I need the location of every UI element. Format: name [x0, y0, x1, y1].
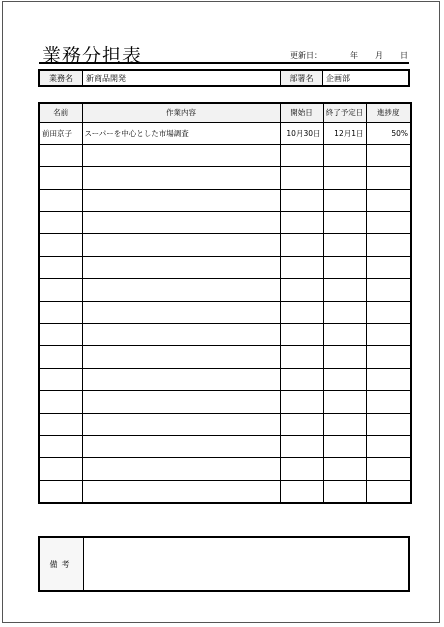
updated-month-unit: 月 — [375, 51, 383, 60]
cell-task[interactable] — [82, 480, 280, 502]
cell-start-date[interactable]: 10月30日 — [280, 122, 323, 144]
cell-name[interactable] — [39, 435, 82, 457]
cell-start-date[interactable] — [280, 368, 323, 390]
table-row — [39, 212, 411, 234]
cell-start-date[interactable] — [280, 435, 323, 457]
table-row — [39, 301, 411, 323]
task-name-label: 業務名 — [40, 71, 82, 85]
cell-name[interactable] — [39, 189, 82, 211]
cell-progress[interactable] — [366, 368, 411, 390]
cell-end-date[interactable] — [323, 189, 366, 211]
cell-task[interactable] — [82, 391, 280, 413]
remarks-box — [38, 536, 410, 592]
cell-end-date[interactable]: 12月1日 — [323, 122, 366, 144]
updated-year-unit: 年 — [350, 51, 358, 60]
table-row — [39, 346, 411, 368]
cell-task[interactable] — [82, 301, 280, 323]
cell-end-date[interactable] — [323, 324, 366, 346]
cell-start-date[interactable] — [280, 346, 323, 368]
cell-task[interactable] — [82, 413, 280, 435]
cell-start-date[interactable] — [280, 391, 323, 413]
table-row — [39, 324, 411, 346]
cell-name[interactable] — [39, 346, 82, 368]
department-field[interactable]: 企画部 — [322, 71, 408, 85]
cell-name[interactable] — [39, 458, 82, 480]
cell-end-date[interactable] — [323, 144, 366, 166]
cell-progress[interactable] — [366, 391, 411, 413]
cell-end-date[interactable] — [323, 279, 366, 301]
cell-task[interactable] — [82, 368, 280, 390]
cell-name[interactable]: 前田京子 — [39, 122, 82, 144]
cell-progress[interactable] — [366, 458, 411, 480]
cell-name[interactable] — [39, 144, 82, 166]
table-header-row — [39, 103, 411, 122]
cell-name[interactable] — [39, 301, 82, 323]
cell-start-date[interactable] — [280, 279, 323, 301]
cell-start-date[interactable] — [280, 480, 323, 502]
info-row — [38, 69, 410, 87]
cell-end-date[interactable] — [323, 234, 366, 256]
cell-end-date[interactable] — [323, 256, 366, 278]
cell-start-date[interactable] — [280, 324, 323, 346]
cell-end-date[interactable] — [323, 458, 366, 480]
table-row — [39, 279, 411, 301]
remarks-label: 備考 — [40, 538, 84, 590]
cell-task[interactable] — [82, 324, 280, 346]
cell-end-date[interactable] — [323, 391, 366, 413]
page-title: 業務分担表 — [42, 45, 143, 67]
cell-end-date[interactable] — [323, 301, 366, 323]
cell-task[interactable] — [82, 279, 280, 301]
cell-name[interactable] — [39, 368, 82, 390]
cell-task[interactable] — [82, 435, 280, 457]
table-row — [39, 435, 411, 457]
table-row — [39, 122, 411, 144]
cell-end-date[interactable] — [323, 435, 366, 457]
cell-task[interactable] — [82, 234, 280, 256]
cell-task[interactable] — [82, 458, 280, 480]
remarks-field[interactable] — [84, 538, 408, 590]
cell-start-date[interactable] — [280, 212, 323, 234]
cell-name[interactable] — [39, 391, 82, 413]
table-row — [39, 234, 411, 256]
cell-start-date[interactable] — [280, 413, 323, 435]
assignment-table — [38, 102, 412, 504]
cell-progress[interactable] — [366, 234, 411, 256]
cell-start-date[interactable] — [280, 256, 323, 278]
cell-task[interactable]: スーパーを中心とした市場調査 — [82, 122, 280, 144]
cell-end-date[interactable] — [323, 212, 366, 234]
header-name: 名前 — [39, 103, 82, 122]
cell-name[interactable] — [39, 234, 82, 256]
updated-date-label: 更新日： — [290, 51, 322, 60]
cell-task[interactable] — [82, 346, 280, 368]
cell-task[interactable] — [82, 212, 280, 234]
cell-progress[interactable]: 50% — [366, 122, 411, 144]
cell-progress[interactable] — [366, 189, 411, 211]
cell-start-date[interactable] — [280, 458, 323, 480]
header-start-date: 開始日 — [280, 103, 323, 122]
cell-progress[interactable] — [366, 413, 411, 435]
cell-name[interactable] — [39, 167, 82, 189]
header-progress: 進捗度 — [366, 103, 411, 122]
table-row — [39, 167, 411, 189]
title-underline — [39, 62, 409, 64]
table-row — [39, 144, 411, 166]
cell-name[interactable] — [39, 413, 82, 435]
cell-name[interactable] — [39, 279, 82, 301]
table-row — [39, 391, 411, 413]
cell-end-date[interactable] — [323, 346, 366, 368]
cell-start-date[interactable] — [280, 189, 323, 211]
table-row — [39, 368, 411, 390]
cell-task[interactable] — [82, 144, 280, 166]
cell-progress[interactable] — [366, 167, 411, 189]
cell-end-date[interactable] — [323, 480, 366, 502]
cell-task[interactable] — [82, 167, 280, 189]
table-row — [39, 189, 411, 211]
cell-name[interactable] — [39, 212, 82, 234]
cell-progress[interactable] — [366, 324, 411, 346]
cell-end-date[interactable] — [323, 368, 366, 390]
updated-day-unit: 日 — [400, 51, 408, 60]
cell-end-date[interactable] — [323, 413, 366, 435]
table-row — [39, 413, 411, 435]
table-row — [39, 480, 411, 502]
cell-progress[interactable] — [366, 144, 411, 166]
cell-name[interactable] — [39, 324, 82, 346]
department-label: 部署名 — [280, 71, 322, 85]
cell-progress[interactable] — [366, 346, 411, 368]
header-end-date: 終了予定日 — [323, 103, 366, 122]
cell-start-date[interactable] — [280, 144, 323, 166]
task-name-field[interactable]: 新商品開発 — [82, 71, 280, 85]
cell-name[interactable] — [39, 480, 82, 502]
cell-task[interactable] — [82, 189, 280, 211]
cell-end-date[interactable] — [323, 167, 366, 189]
cell-progress[interactable] — [366, 301, 411, 323]
cell-progress[interactable] — [366, 279, 411, 301]
cell-start-date[interactable] — [280, 234, 323, 256]
cell-progress[interactable] — [366, 435, 411, 457]
table-row — [39, 458, 411, 480]
cell-name[interactable] — [39, 256, 82, 278]
cell-progress[interactable] — [366, 256, 411, 278]
cell-start-date[interactable] — [280, 301, 323, 323]
header-task: 作業内容 — [82, 103, 280, 122]
cell-progress[interactable] — [366, 212, 411, 234]
cell-task[interactable] — [82, 256, 280, 278]
cell-start-date[interactable] — [280, 167, 323, 189]
cell-progress[interactable] — [366, 480, 411, 502]
table-row — [39, 256, 411, 278]
